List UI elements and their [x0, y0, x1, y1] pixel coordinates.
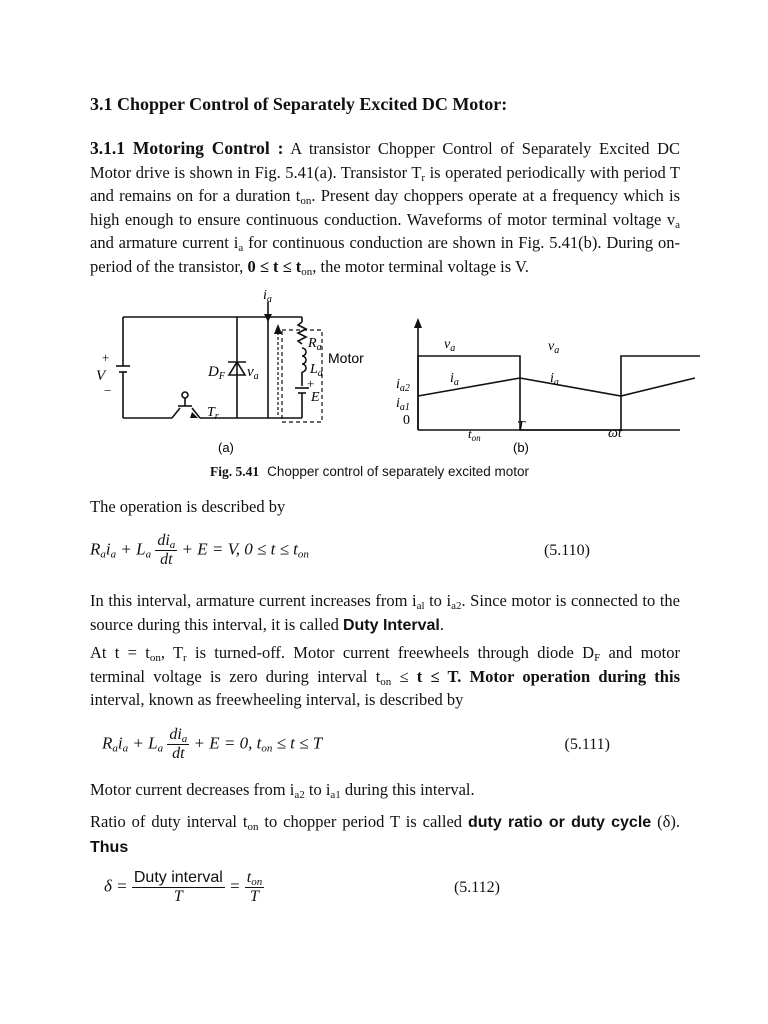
paragraph-motoring-control: 3.1.1 Motoring Control : A transistor Chopper Control of Separately Excited DC Motor drive is shown in Fig. 5.41(a). Transistor $T_r$ is operated periodically with period T and remains on for a duration $t_{on}$. Present day choppers operate at a frequency which is high enough to ensure continuous conduction. Waveforms of motor terminal voltage $v_a$ and armature current $i_a$ for continuous conduction are shown in Fig. 5.41(b). During on-period of the transistor, $0 \le t \le t_{on}$, the motor terminal voltage is V. — [90, 138, 680, 278]
label-DF: $D_F$ — [208, 364, 225, 382]
circuit-diagram — [116, 302, 309, 418]
label-T-axis: T — [517, 419, 525, 434]
figure-caption — [210, 464, 529, 480]
waveform-plot — [418, 322, 700, 430]
label-subfig-a: (a) — [218, 440, 234, 455]
paragraph-operation-described: The operation is described by — [90, 497, 286, 516]
label-va-2: $v_a$ — [548, 339, 560, 356]
label-Ra: $R_a$ — [308, 336, 322, 353]
paragraph-freewheeling: At $t = t_{on}$, $T_r$ is turned-off. Motor current freewheels through diode $D_F$ and motor terminal voltage is zero during interval $t_{on} \le t \le T$. Motor operation during this interval, known as freewheeling interval, is described by — [90, 643, 680, 709]
label-origin-zero: 0 — [403, 413, 410, 428]
figure-caption-text: Chopper control of separately excited motor — [267, 464, 530, 479]
paragraph-duty-ratio: Ratio of duty interval $t_{on}$ to chopper period T is called duty ratio or duty cycle (δ). Thus — [90, 812, 680, 856]
label-motor: Motor — [328, 350, 364, 366]
subsection-heading: 3.1.1 Motoring Control : — [90, 138, 284, 158]
label-E: E — [311, 390, 320, 405]
equation-5-112: δ = $\frac{\text{Duty interval}}{T}$ = $\frac{t_{on}}{T}$ (5.112) — [104, 869, 500, 905]
equation-5-111: $R_ai_a + L_a$ $\frac{di_a}{dt}$ + E = 0, $t_{on} \le t \le T$ (5.111) — [102, 726, 610, 762]
ia-arrowhead — [264, 314, 272, 322]
figure-5-41 — [96, 288, 680, 490]
figure-number: Fig. 5.41 — [210, 464, 260, 479]
label-Tr: $T_r$ — [207, 405, 219, 422]
equation-number-5-111: (5.111) — [564, 736, 610, 753]
label-ton-axis: $t_{on}$ — [468, 426, 481, 443]
label-ia1-axis: $i_{a1}$ — [396, 396, 410, 413]
label-ia-wave-1: $i_a$ — [450, 371, 459, 388]
label-V: V — [96, 368, 106, 384]
label-subfig-b: (b) — [513, 440, 529, 455]
paragraph-duty-interval: In this interval, armature current increases from $i_{al}$ to $i_{a2}$. Since motor is connected to the source during this interval, it is called Duty Interval. — [90, 591, 680, 634]
equation-5-110: $R_ai_a + L_a$ $\frac{di_a}{dt}$ + E = V, $0 \le t \le t_{on}$ (5.110) — [90, 532, 590, 568]
label-E-plus: + — [307, 376, 315, 391]
label-wt-axis: ωt — [608, 426, 622, 441]
equation-number-5-110: (5.110) — [543, 542, 590, 559]
label-ia-wave-2: $i_a$ — [550, 371, 559, 388]
label-va: $v_a$ — [247, 364, 259, 382]
y-axis-arrowhead — [414, 318, 422, 328]
label-minus-source: − — [104, 383, 112, 398]
label-va-1: $v_a$ — [444, 337, 456, 354]
label-ia2-axis: $i_{a2}$ — [396, 377, 410, 394]
equation-number-5-112: (5.112) — [453, 879, 500, 896]
section-heading: 3.1 Chopper Control of Separately Excited DC Motor: — [90, 94, 508, 114]
paragraph-current-decreases: Motor current decreases from $i_{a2}$ to $i_{a1}$ during this interval. — [90, 780, 475, 801]
va-arrowhead — [274, 324, 282, 334]
label-ia: $i_a$ — [263, 288, 272, 305]
label-plus-source: + — [102, 350, 110, 365]
chopper-circuit-and-waveform — [96, 288, 680, 465]
label-La: $L_a$ — [310, 362, 323, 379]
